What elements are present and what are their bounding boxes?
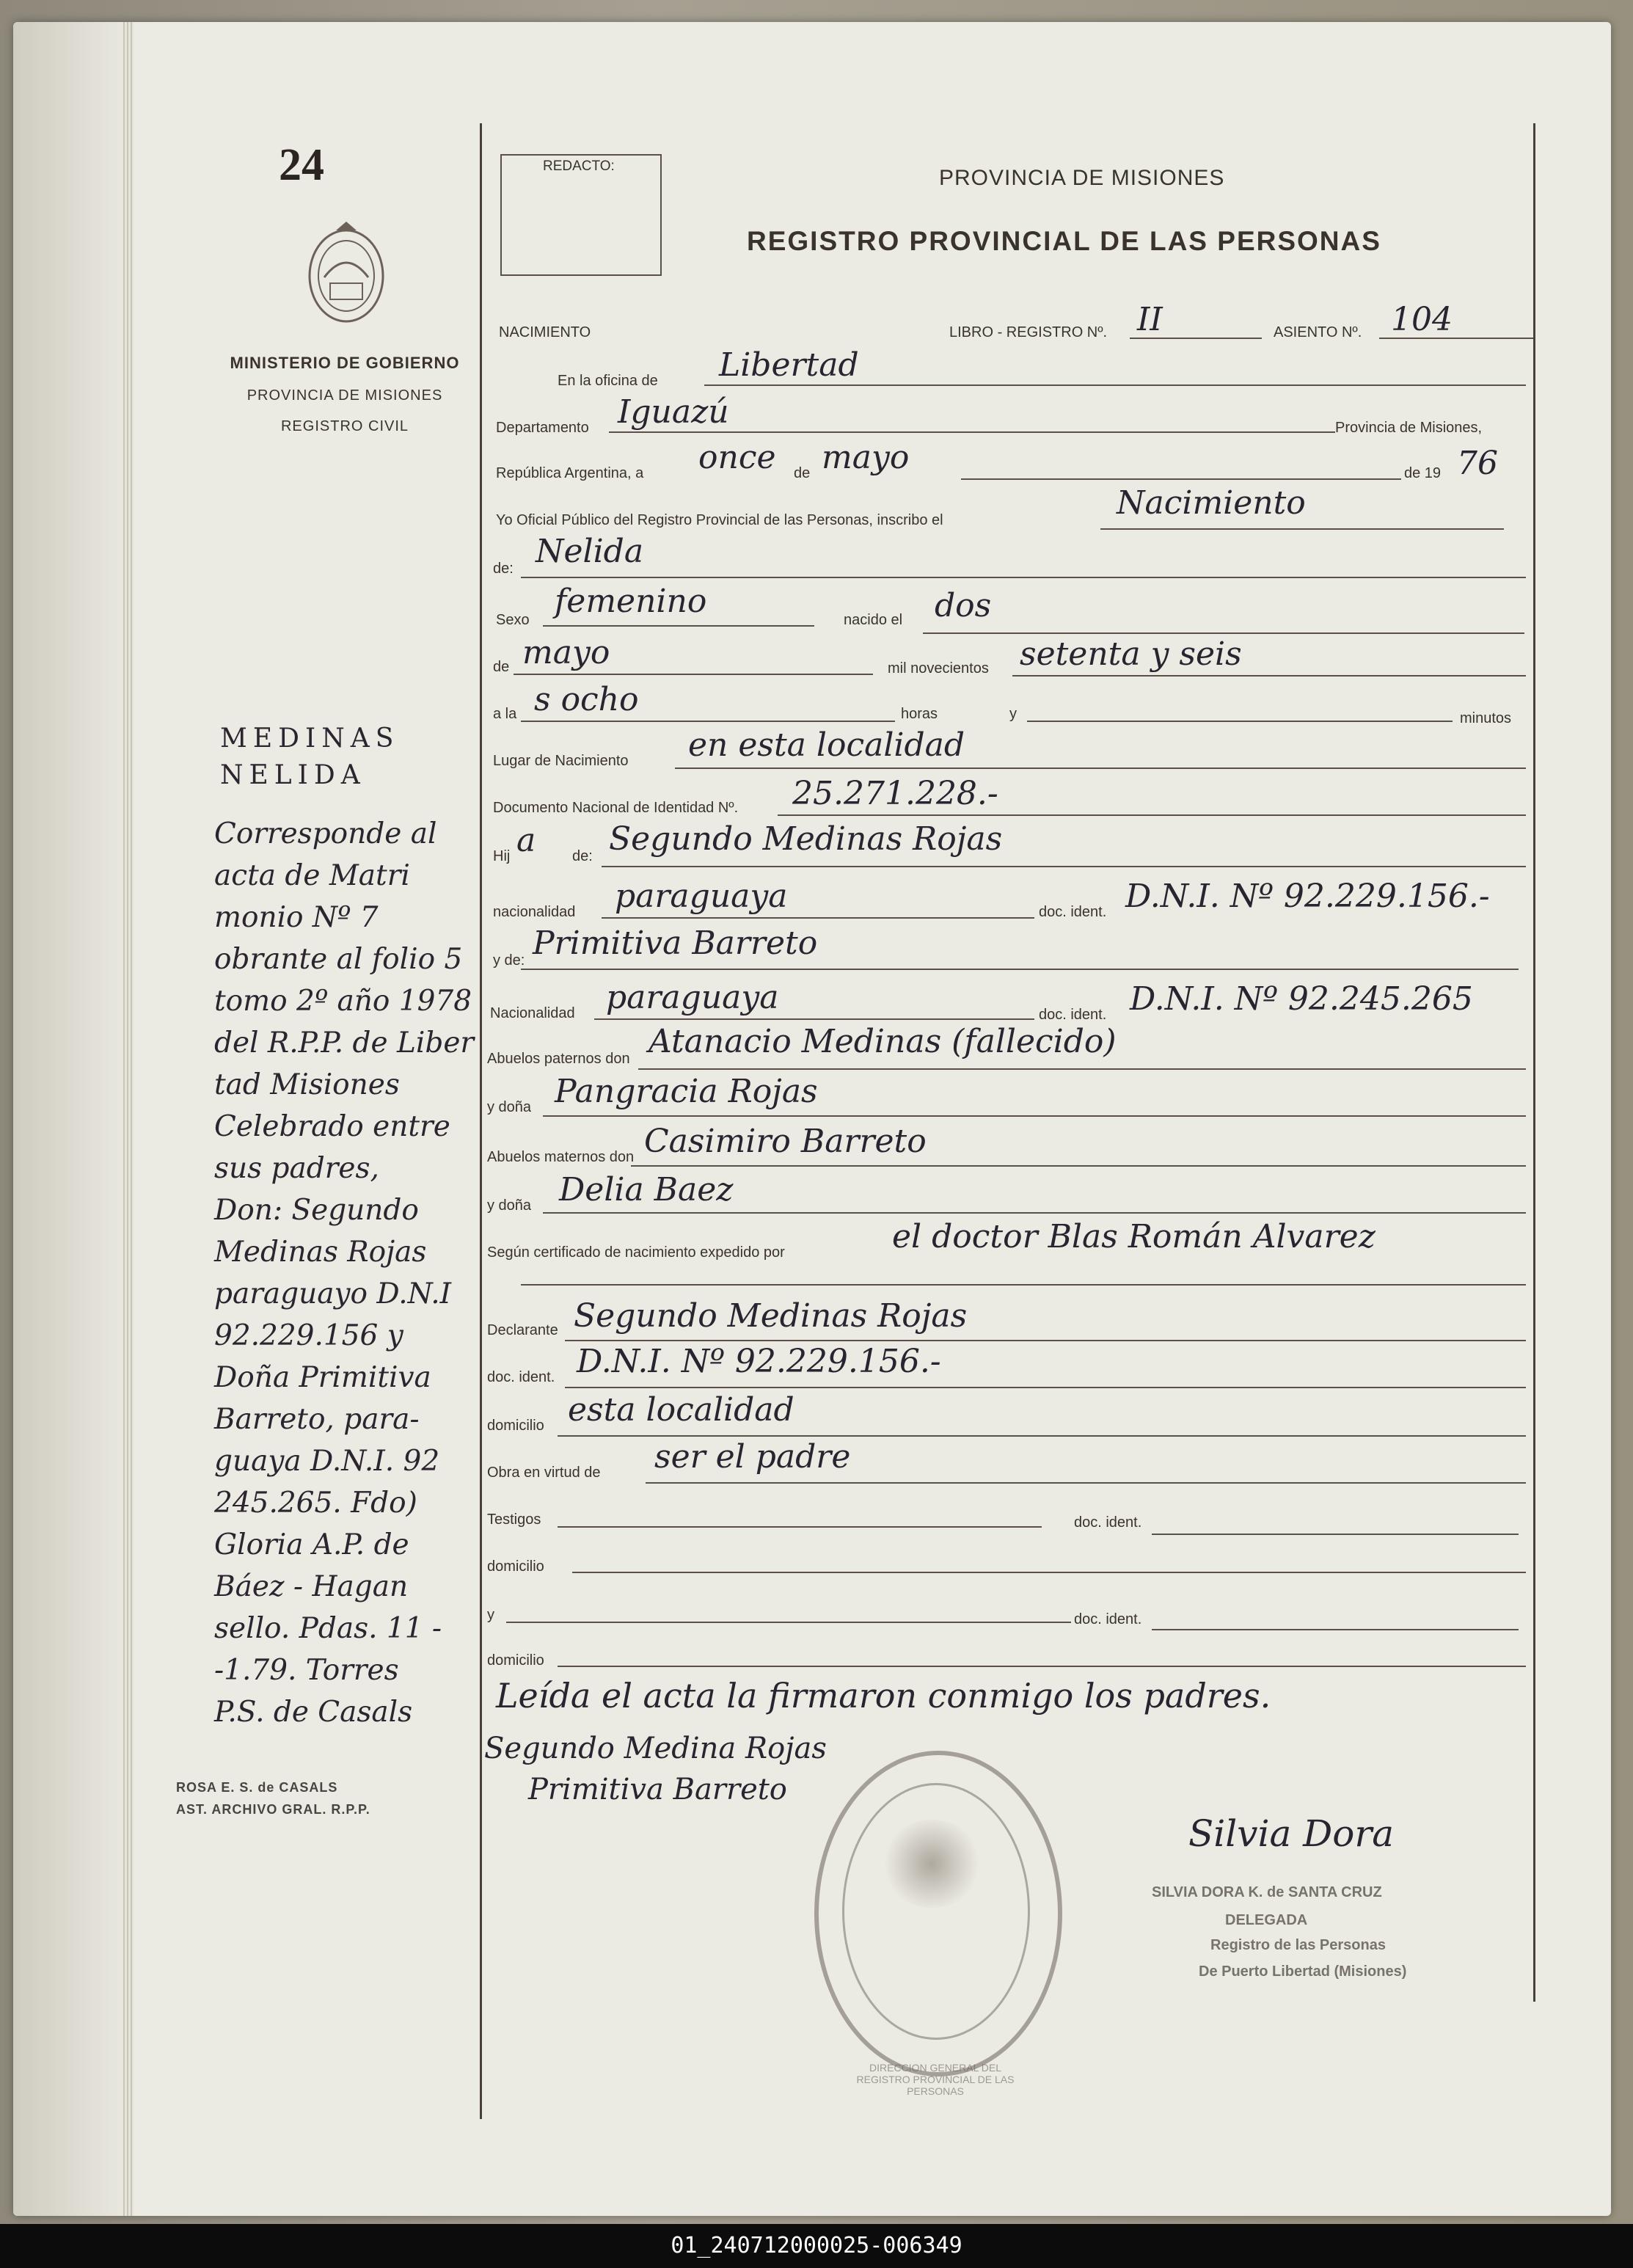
libro-line [1130,338,1262,339]
nacido-label: nacido el [844,612,903,628]
minutos-line [1027,721,1453,722]
hijo-gender-value: a [516,822,536,859]
margin-note-line: 245.265. Fdo) [214,1487,417,1520]
domicilio3-label: domicilio [487,1652,544,1669]
folio-number: 24 [279,140,324,190]
departamento-line [609,431,1335,433]
padre-value: Segundo Medinas Rojas [609,820,1003,858]
obra-label: Obra en virtud de [487,1465,601,1481]
mil-label: mil novecientos [888,660,989,677]
yde-label: y de: [493,952,525,969]
domicilio2-label: domicilio [487,1558,544,1575]
registry-title: REGISTRO PROVINCIAL DE LAS PERSONAS [747,226,1381,256]
y2-line [506,1622,1071,1623]
year-value: 76 [1457,445,1498,482]
provincia-suffix: Provincia de Misiones, [1335,420,1483,436]
nacionalidad1-line [602,917,1034,919]
nacionalidad2-value: paraguaya [606,979,779,1016]
testigos-line [558,1526,1042,1528]
obra-line [646,1482,1526,1484]
margin-note-line: NELIDA [220,760,366,790]
domicilio1-value: esta localidad [568,1391,794,1429]
margin-note-line: sus padres, [214,1152,379,1185]
madre-line [521,969,1519,970]
margin-note-line: sello. Pdas. 11 - [214,1612,442,1645]
margin-divider [480,123,482,2119]
certificado-line [521,1284,1526,1286]
official-stamp-line4: De Puerto Libertad (Misiones) [1199,1963,1407,1980]
departamento-label: Departamento [496,420,589,436]
closing-text: Leída el acta la firmaron conmigo los padres. [496,1676,1271,1715]
mes-nac-value: mayo [522,634,610,671]
minutos-label: minutos [1460,710,1512,726]
nacimiento-label: NACIMIENTO [499,324,591,340]
certificado-value: el doctor Blas Román Alvarez [892,1218,1376,1255]
margin-note-line: acta de Matri [214,859,410,892]
doc5-label: doc. ident. [1074,1611,1142,1627]
asiento-value: 104 [1391,301,1453,338]
margin-note-line: Don: Segundo [214,1194,419,1227]
oficina-value: Libertad [719,346,859,384]
sexo-line [543,625,814,627]
doc3-line [565,1387,1526,1388]
dia-value: once [698,439,776,476]
de-year-label: de 19 [1404,465,1442,481]
sidebar-registry-label: REGISTRO CIVIL [280,418,409,434]
margin-note-line: Gloria A.P. de [214,1528,409,1561]
de2-label: de [493,659,510,675]
lugar-line [675,767,1526,769]
doc1-label: doc. ident. [1039,904,1107,920]
sexo-value: femenino [555,583,707,620]
abuela-pat-value: Pangracia Rojas [555,1073,818,1110]
inscribo-line [1100,528,1504,530]
margin-note-line: 92.229.156 y [214,1319,403,1352]
coat-of-arms-icon [301,219,392,329]
province-title: PROVINCIA DE MISIONES [939,166,1225,190]
domicilio2-line [572,1572,1526,1573]
hora-value: s ocho [534,681,639,718]
abuela-pat-line [543,1115,1526,1117]
doc5-line [1152,1629,1519,1630]
doc3-value: D.N.I. Nº 92.229.156.- [577,1343,941,1380]
oficina-label: En la oficina de [558,373,658,389]
stamp-seal-blot [880,1820,983,1908]
nacido-value: dos [935,587,992,624]
margin-note-line: Báez - Hagan [214,1570,409,1603]
domicilio1-label: domicilio [487,1418,544,1434]
alas-label: a la [493,706,517,722]
sexo-label: Sexo [496,612,530,628]
oficial-text: Yo Oficial Público del Registro Provincial de las Personas, inscribo el [496,512,943,528]
dni-label: Documento Nacional de Identidad Nº. [493,800,739,816]
abuelos-mat-label: Abuelos maternos don [487,1149,635,1165]
declarante-line [565,1340,1526,1341]
official-stamp-line3: Registro de las Personas [1210,1937,1386,1953]
dona2-label: y doña [487,1197,532,1214]
margin-note-line: Barreto, para- [214,1403,420,1436]
abuelo-pat-line [638,1068,1526,1070]
margin-note-line: Medinas Rojas [214,1236,427,1269]
domicilio1-line [558,1435,1526,1437]
official-signature: Silvia Dora [1188,1812,1395,1855]
margin-note-line: -1.79. Torres [214,1654,399,1687]
de-label: de [794,465,811,481]
asiento-label: ASIENTO Nº. [1274,324,1362,340]
firma-madre: Primitiva Barreto [528,1773,787,1806]
obra-value: ser el padre [654,1438,851,1476]
nacionalidad1-label: nacionalidad [493,904,576,920]
hijo-label: Hij [493,848,511,864]
nombre-line [521,577,1526,578]
margin-note-line: Doña Primitiva [214,1361,431,1394]
domicilio3-line [558,1666,1526,1667]
margin-note-line: P.S. de Casals [214,1696,413,1729]
page-edge [123,22,134,2216]
de-nombre-label: de: [493,561,514,577]
declarante-label: Declarante [487,1322,558,1338]
sidebar-province-label: PROVINCIA DE MISIONES [246,387,443,404]
official-stamp-line1: SILVIA DORA K. de SANTA CRUZ [1152,1884,1382,1900]
libro-label: LIBRO - REGISTRO Nº. [949,324,1108,340]
margin-note-line: tomo 2º año 1978 [214,985,472,1018]
abuelos-pat-label: Abuelos paternos don [487,1051,630,1067]
page-spine [13,22,138,2216]
doc2-label: doc. ident. [1039,1007,1107,1023]
lugar-label: Lugar de Nacimiento [493,753,629,769]
doc3-label: doc. ident. [487,1369,555,1385]
margin-note-line: guaya D.N.I. 92 [214,1445,440,1478]
margin-note-line: Corresponde al [214,817,437,850]
inscribo-value: Nacimiento [1117,484,1306,522]
firma-padre: Segundo Medina Rojas [484,1732,827,1765]
padre-line [602,866,1526,867]
madre-value: Primitiva Barreto [533,925,818,962]
libro-value: II [1137,301,1163,338]
official-stamp-line2: DELEGADA [1225,1912,1308,1928]
hora-line [521,721,895,722]
abuelo-mat-line [631,1165,1526,1167]
margin-note-line: MEDINAS [220,723,400,754]
round-stamp-text: DIRECCION GENERAL DEL REGISTRO PROVINCIAL DE LAS PERSONAS [856,2062,1015,2097]
margin-note-line: paraguayo D.N.I [214,1277,452,1310]
doc1-value: D.N.I. Nº 92.229.156.- [1125,878,1490,915]
declarante-value: Segundo Medinas Rojas [574,1297,968,1335]
left-stamp-line2: AST. ARCHIVO GRAL. R.P.P. [176,1802,370,1817]
margin-note-line: monio Nº 7 [214,901,379,934]
abuela-mat-line [543,1212,1526,1214]
y-label: y [1009,706,1017,722]
dona1-label: y doña [487,1099,532,1115]
ministry-label: MINISTERIO DE GOBIERNO [230,354,460,372]
mes-value: mayo [822,439,910,476]
lugar-value: en esta localidad [688,726,965,764]
margin-note-line: del R.P.P. de Liber [214,1027,475,1060]
certificado-label: Según certificado de nacimiento expedido por [487,1244,785,1261]
margin-note-line: tad Misiones [214,1068,400,1101]
nombre-value: Nelida [536,533,644,570]
republica-label: República Argentina, a [496,465,644,481]
doc4-line [1152,1534,1519,1535]
image-id-footer: 01_240712000025-006349 [0,2224,1633,2268]
hijo-de-label: de: [572,848,593,864]
abuelo-pat-value: Atanacio Medinas (fallecido) [649,1023,1117,1060]
y2-label: y [487,1607,494,1623]
horas-label: horas [901,706,938,722]
mil-value: setenta y seis [1020,635,1242,673]
nacido-line [923,632,1524,634]
dni-value: 25.271.228.- [792,775,998,812]
doc2-value: D.N.I. Nº 92.245.265 [1130,980,1473,1018]
left-stamp-line1: ROSA E. S. de CASALS [176,1780,338,1795]
nacionalidad1-value: paraguaya [615,878,788,915]
fecha-line [961,478,1401,480]
testigos-label: Testigos [487,1512,541,1528]
abuelo-mat-value: Casimiro Barreto [644,1123,927,1160]
departamento-value: Iguazú [618,393,729,431]
redacto-label: REDACTO: [543,158,615,174]
oficina-line [704,384,1526,386]
mil-line [1012,675,1526,677]
nacionalidad2-line [594,1018,1034,1020]
nacionalidad2-label: Nacionalidad [490,1005,575,1021]
abuela-mat-value: Delia Baez [559,1171,734,1208]
margin-note-line: Celebrado entre [214,1110,450,1143]
right-border [1533,123,1535,2002]
dni-line [778,814,1526,816]
mes-nac-line [514,674,873,675]
margin-note-line: obrante al folio 5 [214,943,463,976]
doc4-label: doc. ident. [1074,1514,1142,1531]
asiento-line [1379,338,1533,339]
